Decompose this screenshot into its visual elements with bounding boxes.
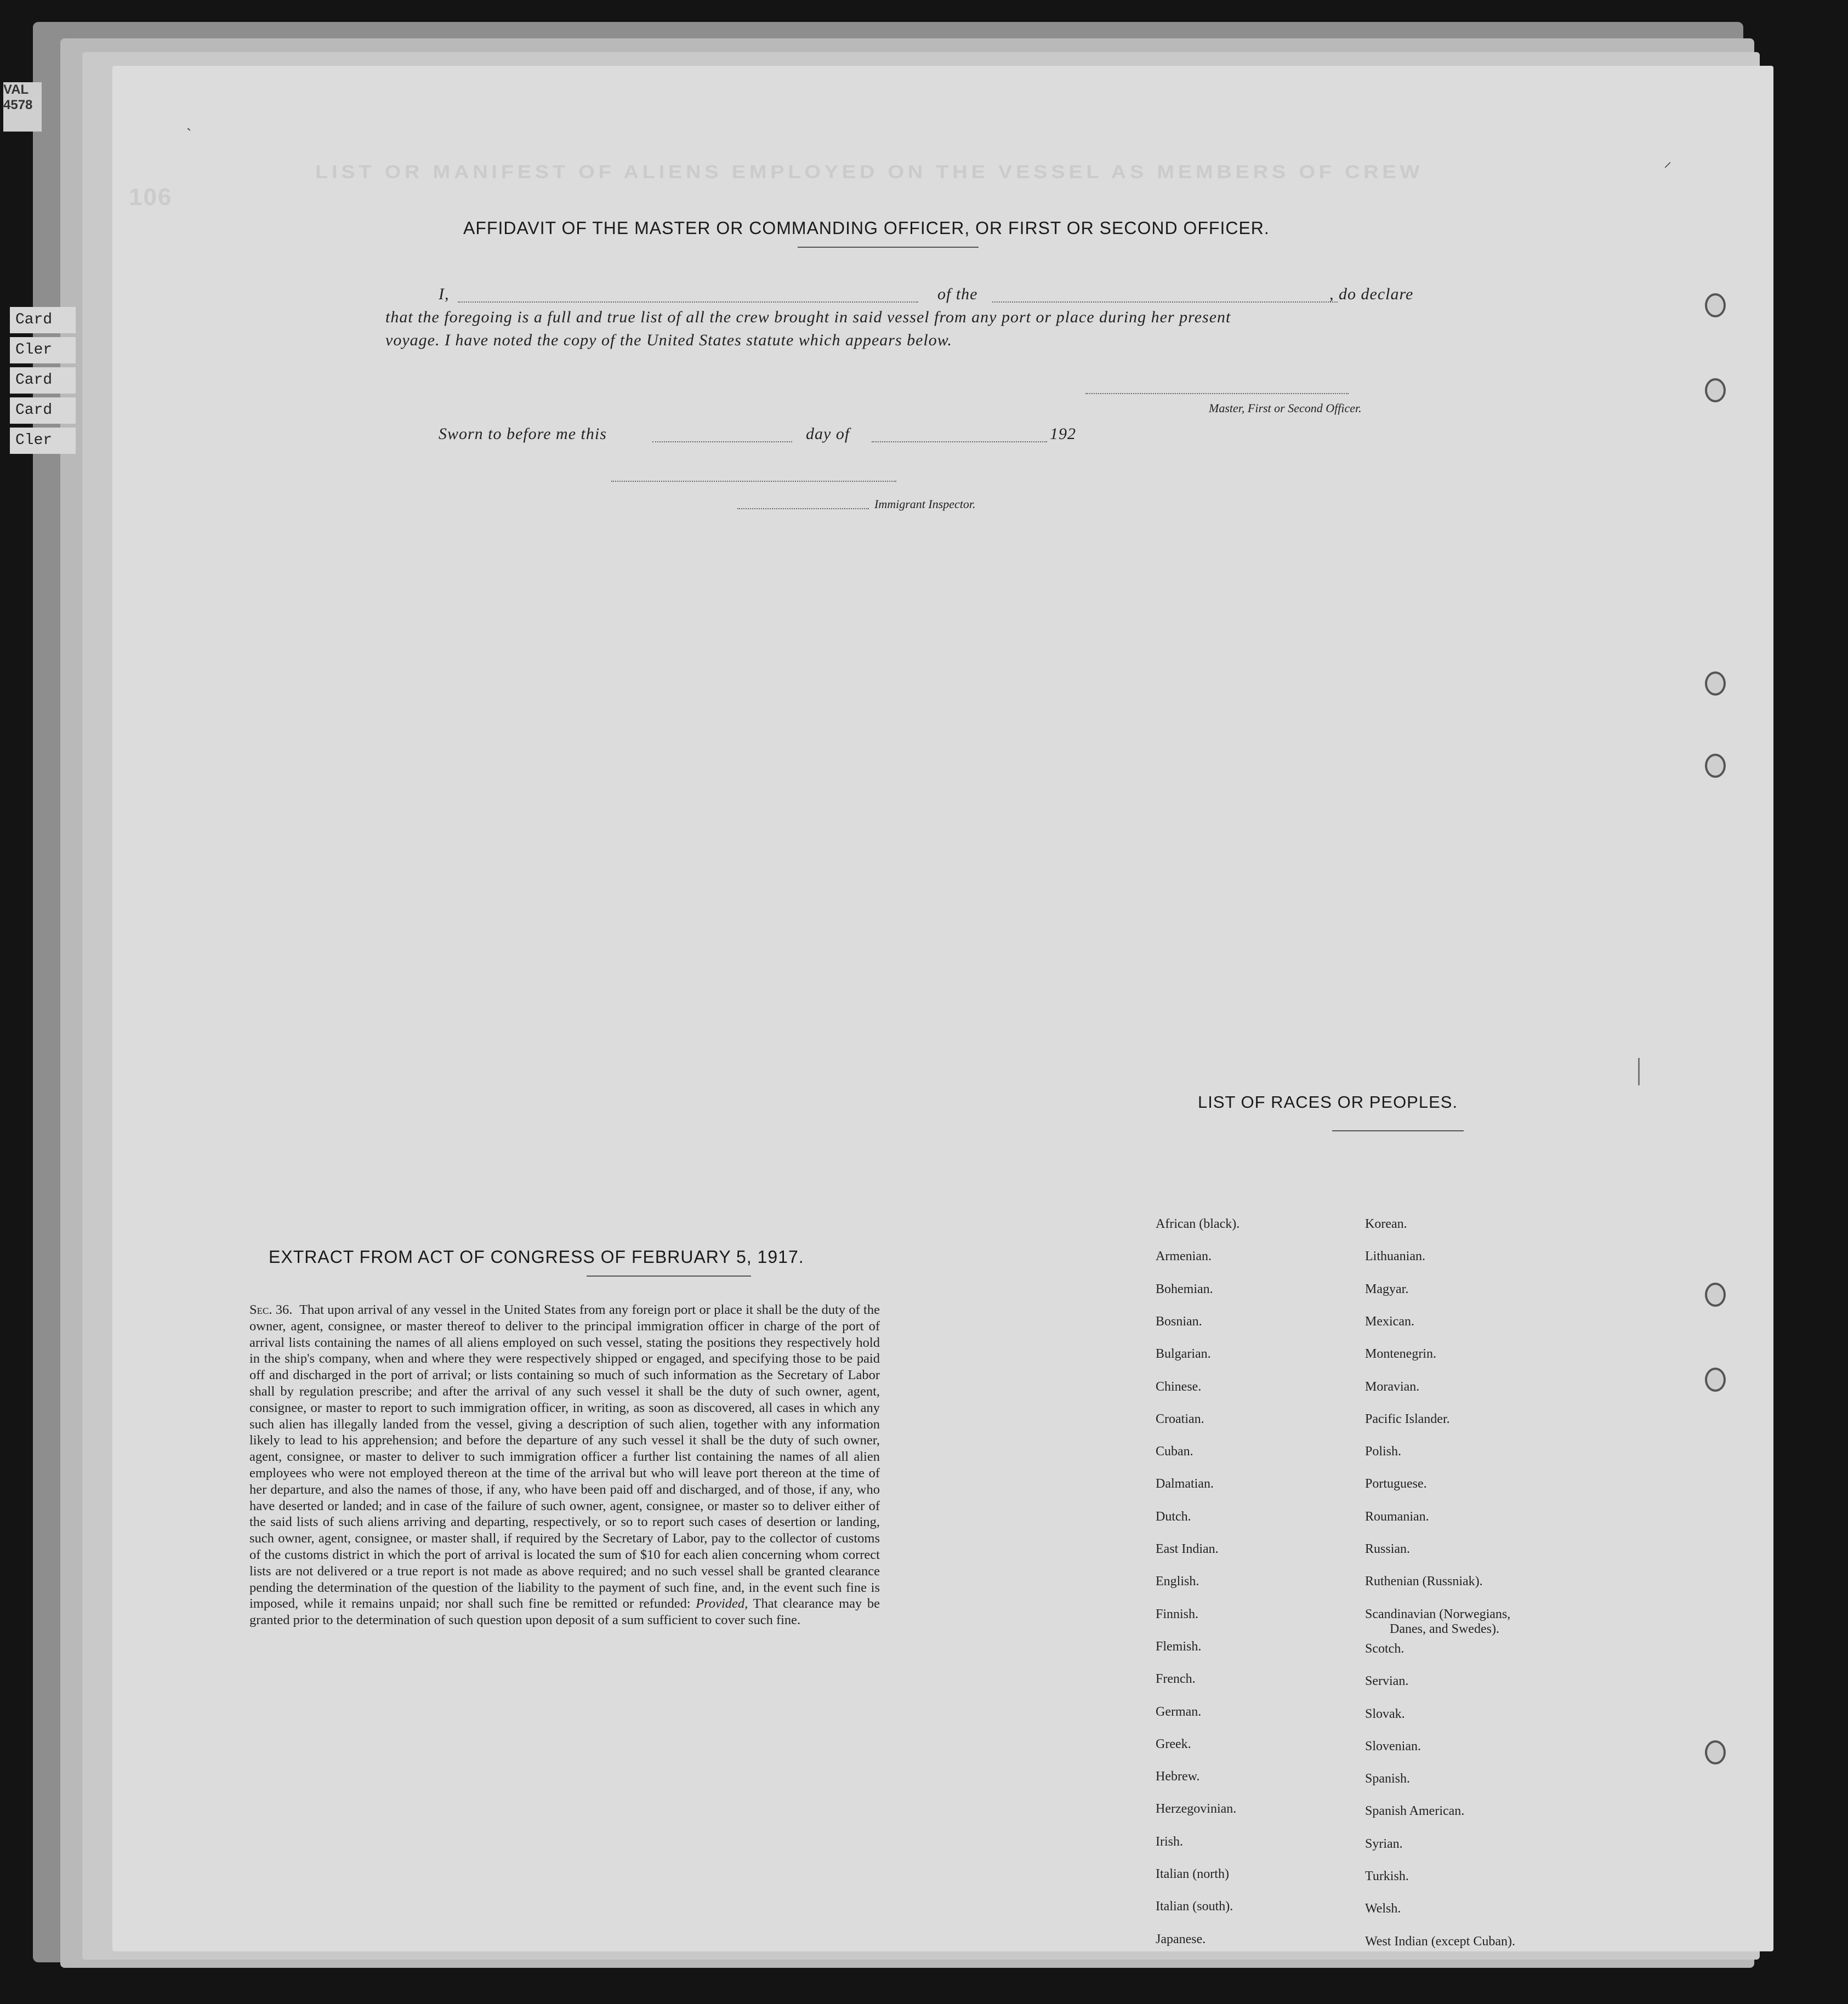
race-item: Hebrew. [1156, 1769, 1200, 1784]
race-item: Mexican. [1365, 1314, 1414, 1329]
pen-mark: ⸝ [1664, 153, 1672, 170]
inspector-caption-leader [737, 508, 869, 509]
affidavit-line3: voyage. I have noted the copy of the United States statute which appears below. [385, 331, 953, 349]
race-item: Japanese. [1156, 1932, 1206, 1946]
pen-mark: ˋ [186, 126, 192, 143]
index-tab: Cler [10, 337, 76, 363]
affidavit-line2: that the foregoing is a full and true list of all the crew brought in said vessel from any port or place during her present [385, 308, 1231, 326]
binder-hole [1705, 293, 1726, 317]
race-item: Danes, and Swedes). [1390, 1621, 1499, 1636]
index-tab: Card [10, 397, 76, 424]
race-item: Welsh. [1365, 1901, 1401, 1916]
race-item: Finnish. [1156, 1607, 1199, 1621]
index-tab: Cler [10, 428, 76, 454]
affidavit-line1-mid: of the [937, 285, 978, 303]
race-item: West Indian (except Cuban). [1365, 1934, 1515, 1949]
title-underline [798, 247, 979, 248]
race-item: French. [1156, 1672, 1196, 1687]
race-item: Croatian. [1156, 1411, 1204, 1426]
race-item: Magyar. [1365, 1282, 1409, 1296]
sworn-month-blank [872, 441, 1047, 442]
extract-title-underline [587, 1276, 751, 1277]
binder-hole [1705, 754, 1726, 778]
race-item: Spanish American. [1365, 1804, 1465, 1819]
pencil-stroke [1638, 1058, 1640, 1085]
master-signature-caption: Master, First or Second Officer. [1209, 401, 1362, 415]
race-item: Herzegovinian. [1156, 1802, 1237, 1817]
race-item: Moravian. [1365, 1379, 1420, 1394]
race-item: Syrian. [1365, 1836, 1403, 1851]
index-tab: Card [10, 307, 76, 333]
race-item: Bulgarian. [1156, 1347, 1211, 1362]
extract-title: EXTRACT FROM ACT OF CONGRESS OF FEBRUARY 5, 1917. [269, 1247, 804, 1267]
race-item: Roumanian. [1365, 1509, 1429, 1524]
race-item: Scandinavian (Norwegians, [1365, 1607, 1511, 1621]
races-title: LIST OF RACES OR PEOPLES. [1198, 1092, 1458, 1112]
race-item: Turkish. [1365, 1869, 1409, 1883]
master-signature-blank [1085, 393, 1349, 394]
sworn-day-blank [652, 441, 792, 442]
binder-hole [1705, 1740, 1726, 1764]
document-page [112, 66, 1773, 1951]
section-text-part1: That upon arrival of any vessel in the United States from any foreign port or place it shall be the duty of the owner, agent, consignee, or master thereof to deliver to the principal immigration officer in charge of the port of arrival lists containing the names of all aliens employed on such vessel, stating the positions they respectively hold in the ship's company, when and where they were respectively shipped or engaged, and specifying those to be paid off and discharged in the port of arrival; or lists containing so much of such information as the Secretary of Labor shall by regulation prescribe; and after the arrival of any such vessel it shall be the duty of such owner, agent, consignee, or master to report to such immigration officer, in writing, as soon as discovered, all cases in which any such alien has illegally landed from the vessel, giving a description of such alien, together with any information likely to lead to his apprehension; and before the departure of any such vessel it shall be the duty of such owner, agent, consignee, or master to deliver to such immigration officer a further list containing the names of all alien employees who were not employed thereon at the time of the arrival but who will leave port thereon at the time of her departure, and also the names of those, if any, who have been paid off and discharged, and of those, if any, who have deserted or landed; and in case of the failure of such owner, agent, consignee, or master so to deliver either of the said lists of such aliens arriving and departing, respectively, or so to report such cases of desertion or landing, such owner, agent, consignee, or master shall, if required by the Secretary of Labor, pay to the collector of customs of the customs district in which the port of arrival is located the sum of $10 for each alien concerning whom correct lists are not delivered or a true report is not made as above required; and no such vessel shall be granted clearance pending the determination of the question of the liability to the payment of such fine, and, in the event such fine is imposed, while it remains unpaid; nor shall such fine be remitted or refunded: [249, 1302, 880, 1612]
provided-keyword: Provided, [696, 1596, 748, 1612]
section-label: Sec. 36. [249, 1302, 293, 1317]
race-item: English. [1156, 1574, 1199, 1589]
race-item: Armenian. [1156, 1249, 1212, 1264]
race-item: Scotch. [1365, 1641, 1405, 1656]
inspector-signature-blank [611, 481, 896, 482]
race-item: Dutch. [1156, 1509, 1191, 1524]
race-item: Bohemian. [1156, 1282, 1213, 1296]
race-item: Slovenian. [1365, 1739, 1421, 1754]
binder-hole [1705, 378, 1726, 402]
race-item: Cuban. [1156, 1444, 1193, 1459]
race-item: Italian (north) [1156, 1867, 1229, 1881]
race-item: Servian. [1365, 1674, 1409, 1689]
name-blank [458, 301, 918, 303]
race-item: Montenegrin. [1365, 1347, 1436, 1362]
left-margin-label: VAL 4578 [3, 82, 42, 132]
race-item: East Indian. [1156, 1542, 1219, 1556]
race-item: Spanish. [1365, 1772, 1411, 1786]
race-item: Flemish. [1156, 1639, 1202, 1654]
race-item: Portuguese. [1365, 1477, 1427, 1491]
race-item: Lithuanian. [1365, 1249, 1425, 1264]
race-item: African (black). [1156, 1217, 1240, 1231]
race-item: Korean. [1365, 1217, 1407, 1231]
binder-hole [1705, 671, 1726, 696]
race-item: Slovak. [1365, 1706, 1405, 1721]
race-item: Ruthenian (Russniak). [1365, 1574, 1483, 1589]
sworn-year: 192 [1050, 425, 1076, 443]
race-item: Pacific Islander. [1365, 1411, 1450, 1426]
binder-hole [1705, 1283, 1726, 1307]
sworn-text: Sworn to before me this [439, 425, 607, 443]
inspector-caption: Immigrant Inspector. [874, 497, 976, 511]
affidavit-line1-end: , do declare [1329, 285, 1414, 303]
race-item: Chinese. [1156, 1379, 1202, 1394]
race-item: Polish. [1365, 1444, 1402, 1459]
affidavit-title: AFFIDAVIT OF THE MASTER OR COMMANDING OFFICER, OR FIRST OR SECOND OFFICER. [463, 218, 1270, 238]
show-through-page-number: 106 [129, 184, 173, 210]
extract-body [249, 1302, 880, 1629]
race-item: Dalmatian. [1156, 1477, 1214, 1491]
race-item: German. [1156, 1704, 1202, 1719]
binder-hole [1705, 1368, 1726, 1392]
race-item: Irish. [1156, 1834, 1183, 1849]
index-tab: Card [10, 367, 76, 394]
race-item: Italian (south). [1156, 1899, 1233, 1914]
race-item: Greek. [1156, 1737, 1191, 1751]
affidavit-line1-start: I, [439, 285, 450, 303]
show-through-heading: LIST OR MANIFEST OF ALIENS EMPLOYED ON THE VESSEL AS MEMBERS OF CREW [315, 162, 1424, 183]
section-text-part2: That clearance may be granted prior to the determination of such question upon deposit of a sum sufficient to cover such fine. [249, 1596, 880, 1628]
vessel-blank [992, 301, 1338, 303]
race-item: Russian. [1365, 1542, 1411, 1556]
sworn-day-of: day of [806, 425, 850, 443]
race-item: Bosnian. [1156, 1314, 1202, 1329]
races-title-underline [1332, 1130, 1464, 1131]
